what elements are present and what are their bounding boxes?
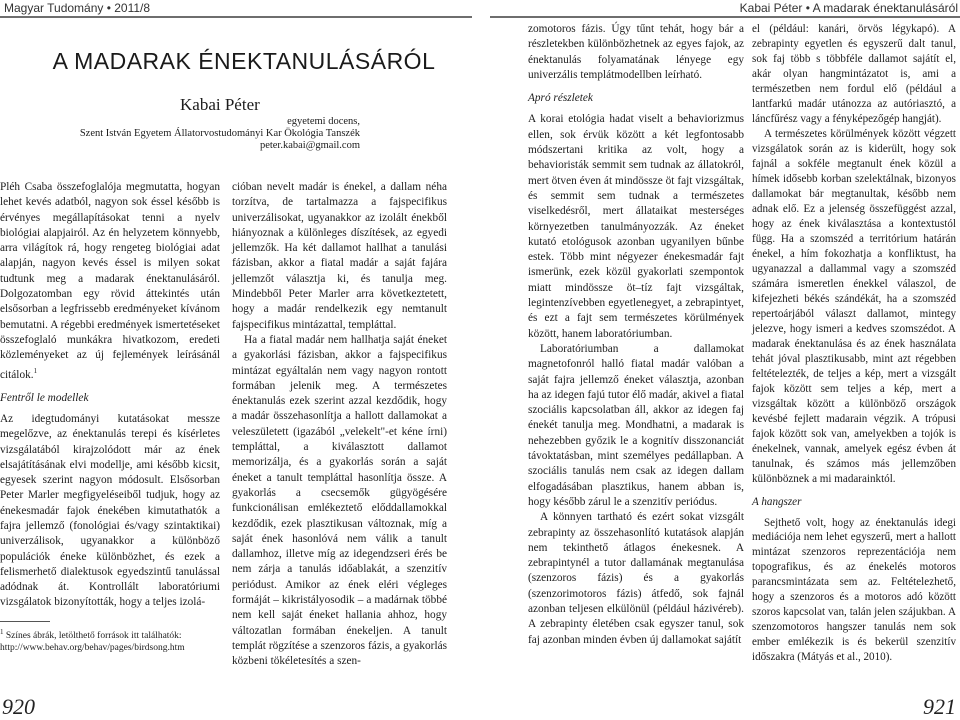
body-paragraph: zomotoros fázis. Úgy tűnt tehát, hogy bár a részletekben különbözhetnek az egyes fajok, az énektanulás folyamatának lényege egy univerzális templátmodellben leírható. <box>528 23 744 81</box>
running-header-left <box>0 0 472 18</box>
running-header-right <box>490 0 960 18</box>
body-paragraph: A természetes körülmények között végzett vizsgálatok során az is kiderült, hogy sok fajnál a sokféle megtanult ének közül a hímek idősebb korban szelektálnak, bizonyos dallamokat bár megtanultak, később nem adnak elő. Ez a jelenség összefüggést azzal, hogy az ének kiválasztása a kontextustól függ. Ha a szomszéd a territórium határán énekel, a hím fokozhatja a konfliktust, ha ugyanazzal a dallammal vagy a szomszéd számára ismeretlen énekkel válaszol, de kifejezheti békés szándékát, ha a szomszéd repertoárjából választ dallamot, mintegy jelezve, hogy ismeri a kedves szomszédot. A madarak énektanulása és az ének használata tehát jóval plasztikusabb, mint azt régebben feltételezték, de teljes a kép, mert a vizsgált fajok között sem teljes a kép, mert a vizsgáltak között a különböző országok kevésbé fejlett madarain végzik. A trópusi fajok között sok van, amelyekben a tojók is énekelnek, vannak, amelyek egész évben át tanulnak, és számos más jellemzőben különböznek a mi madarainktól. <box>752 127 956 485</box>
footnote-number: 1 <box>0 627 4 636</box>
section-heading: A hangszer <box>752 495 802 508</box>
article-title: A MADARAK ÉNEKTANULÁSÁRÓL <box>52 48 436 74</box>
body-paragraph: Az idegtudományi kutatásokat messze megelőzve, az énektanulás terepi és kísérletes vizsgálatából kirajzolódott már az ének elsajátításának elvi modellje, ami később kicsit, egyesek szerint nagyon módosult. Elsősorban Peter Marler megfigyeléseiből tudjuk, hogy az énekesmadár fajok énekében kimutathatók a fajra jellemző (fonológiai és/vagy szintaktikai) univerzálisok, ugyanakkor a különböző populációk éneke különbözhet, és ezek a felismerhető dialektusok egyedszintű tanulással adódnak át. Kontrollált laboratóriumi vizsgálatok bizonyították, hogy a teljes izolá- <box>0 412 220 609</box>
body-paragraph: cióban nevelt madár is énekel, a dallam néha torzítva, de tartalmazza a fajspecifikus univerzálisokat, ugyanakkor az izolált énekből hiányoznak a különleges díszítések, az egyedi jellemzők. Ha két dallamot hallhat a tanulási fázisban, akkor a fiatal madár a saját fajára jellemzőt választja ki, és tanulja meg. Mindebből Peter Marler arra következtetett, hogy a madár rendelkezik egy nemtanult fajspecifikus mintázattal, templáttal. <box>232 181 447 331</box>
page-number-left: 920 <box>2 694 35 719</box>
affiliation-line: Szent István Egyetem Állatorvostudományi Kar Ökológia Tanszék <box>79 128 360 139</box>
column-4 <box>752 22 956 665</box>
footnote <box>0 626 220 654</box>
affiliation-line: egyetemi docens, <box>287 116 360 127</box>
author-affiliation <box>60 116 360 152</box>
body-paragraph: el (például: kanári, örvös légykapó). A zebrapinty egyetlen és egyszerű dalt tanul, sok faj több s többféle dallamot sajátít el, akár olyan hangmintázatot is, ami a természetben nem fordul elő (például a lantfarkú madár utánozza az autóriasztó, a láncfűrész vagy a fényképezőgép hangját). <box>752 23 956 125</box>
intro-paragraph: Pléh Csaba összefoglalója megmutatta, hogyan lehet kevés adatból, nagyon sok éssel később is érvényes megállapításokat tenni a nyelv biológiai alapjairól. Az én helyzetem könnyebb, arra világítok rá, hogy rengeteg biológiai adat alapján, nagyon kevés éssel is milyen sokat tudtunk meg a madarak énektanulásáról. Dolgozatomban egy rövid áttekintés után elsősorban a legfrissebb eredményeket kívánom bemutatni. A régebbi eredmények ismertetéseket összefoglaló munkákra hivatkozom, eredeti közleményeket az új fejlemények leírásánál citálok.$^1$ <box>0 181 220 381</box>
page-number-right: 921 <box>923 694 956 719</box>
body-paragraph: Sejthető volt, hogy az énektanulás idegi mediációja nem lehet egyszerű, mert a hallott mintázat szenzoros reprezentációja nem topografikus, és az énekelés motoros parancsmintázata sem az. Feltételezhető, hogy a szenzoros és a motoros adó között szoros kapcsolat van, talán jelen szájukban. A szenzomotoros hangszer tanulás nem sok ember emlékezik is és bekerül szenzitív időszakra (Mátyás et al., 2010). <box>752 516 956 664</box>
journal-issue: Magyar Tudomány • 2011/8 <box>4 1 151 15</box>
column-1 <box>0 180 220 654</box>
body-paragraph: A könnyen tartható és ezért sokat vizsgált zebrapinty az összehasonlító kutatások alapján nem tekinthető átlagos énekesnek. A zebrapintynél a tutor dallamának megtanulása (szenzoros fázis) és a gyakorlás (szenzorimotoros fázis) átfedő, sok fajnál azonban teljesen elkülönül (például házivéreb). A zebrapinty életében csak egyszer tanul, sok faj azonban minden évben új dallamokat sajátít <box>528 511 744 646</box>
footnote-text: Színes ábrák, letölthető források itt találhatók: http://www.behav.org/behav/pages/birdsong.htm <box>0 630 185 653</box>
column-2 <box>232 180 447 670</box>
footnote-divider <box>0 621 50 622</box>
column-3 <box>528 22 744 648</box>
body-paragraph: Laboratóriumban a dallamokat magnetofonról halló fiatal madár valóban a saját fajra jellemző éneket választja, azonban ha az idegen fajú tutor élő madár, akivel a fiatal szociális kapcsolatban áll, akkor az idegen faj énekét tanulja meg. Mondhatni, a madarak is nehezebben győzik le a kognitív disszonanciát távoktatásban, mint személyes pedállapban. A szociális tanulás nem csak az idegen dallam elfogadásában plasztikus, hanem abban is, hogy később zárul le a szenzitív periódus. <box>528 342 744 508</box>
author-email: peter.kabai@gmail.com <box>259 140 360 151</box>
article-running-title: Kabai Péter • A madarak énektanulásáról <box>739 1 958 15</box>
section-heading: Fentről le modellek <box>0 391 89 404</box>
section-heading: Apró részletek <box>528 92 593 105</box>
body-paragraph: A korai etológia hadat viselt a behaviorizmus ellen, sok érvük között a két legfontosabb módszertani kritika az volt, hogy a behavioristák semmit sem tudnak az állatokról, mert ötven éven át mindössze öt fajt vizsgáltak, és semmit sem tudnak a természetes viselkedésről, mert állataikat mesterséges környezetben tanulmányozzák. Az éneket kutató etológusok azonban ugyanilyen bűnbe estek. Több mint négyezer énekesmadár fajt ismerünk, ezek közül gyakorlati szempontok miatt mindössze öt–tíz fajt vizsgáltak, legintenzívebben egyetlenegyet, a zebrapintyet, és ezt a fajt sem természetes körülmények között, hanem laboratóriumban. <box>528 113 744 340</box>
body-paragraph: Ha a fiatal madár nem hallhatja saját éneket a gyakorlási fázisban, akkor a fajspecifikus mintázat egyáltalán nem vagy nagyon rontott formában jelenik meg. A természetes énektanulás ezek szerint azzal kezdődik, hogy a madár összehasonlítja a hallott dallamokat a veleszületett (igazából „velekelt"-et kéne írni) templáttal, a kiválasztott dallamot memorizálja, és a gyakorlás során a saját éneket a tanult templáttal hasonlítja össze. A gyakorlás a csecsemők gügyögésére funkcionálisan emlékeztető előddallamokkal kezdődik, ezek plasztikusan változnak, míg a saját ének hasonlóvá nem válik a tanult dallamhoz, illetve míg az idegendzseri érés be nem zárja a tanulás időablakát, a szenzitív periódust. Amikor az ének eléri végleges formáját – kikristályosodik – a madárnak többé nem kell saját éneket hallania ahhoz, hogy változatlan formában énekeljen. A tanult templát rögzítése a szenzoros fázis, a gyakorlás közbeni tökéletesítés a szen- <box>232 333 447 668</box>
author-name: Kabai Péter <box>180 95 260 114</box>
footnote-ref: 1 <box>33 366 38 375</box>
